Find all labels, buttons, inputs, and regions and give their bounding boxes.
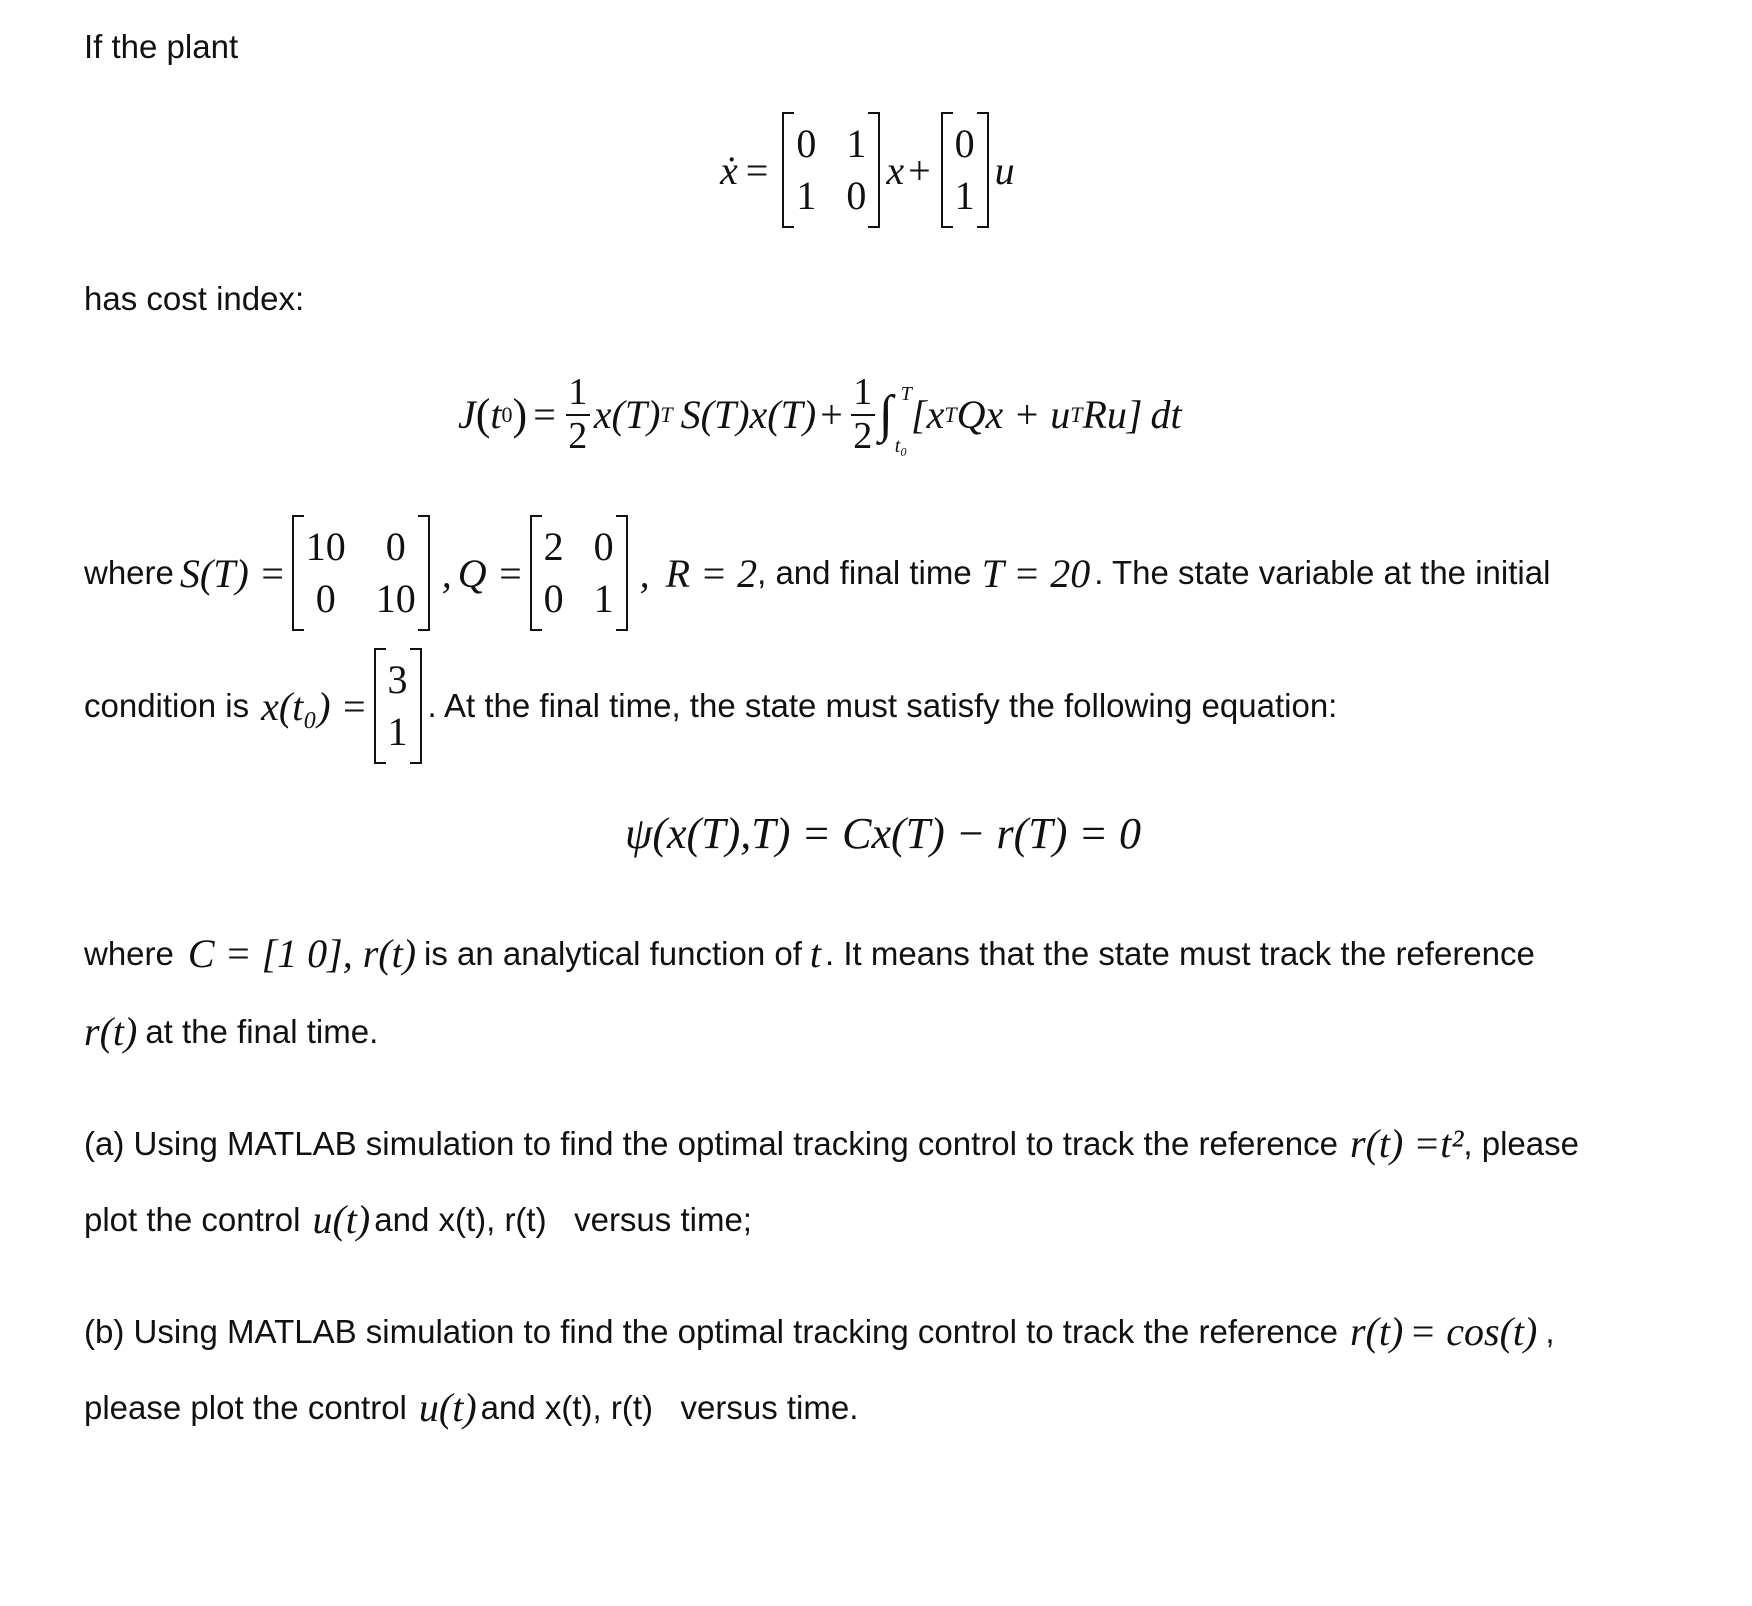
reference-t-squared: =t² bbox=[1413, 1121, 1464, 1166]
fraction-numerator: 1 bbox=[568, 371, 588, 413]
R-value: R = 2 bbox=[665, 550, 758, 596]
x-t0-label: x(t₀) = bbox=[261, 683, 368, 729]
integral-lower: t₀ bbox=[894, 435, 908, 458]
matrix-Q-entry: 1 bbox=[593, 576, 614, 621]
where-word: where bbox=[84, 934, 174, 972]
input-u: u bbox=[994, 147, 1015, 193]
and-final-text: , and final time bbox=[757, 554, 972, 591]
integrand-part: Ru] bbox=[1082, 392, 1143, 438]
state-x: x bbox=[886, 147, 905, 193]
r-of-t: r(t) bbox=[1349, 1309, 1404, 1354]
track-text: . It means that the state must track the reference bbox=[825, 934, 1535, 972]
cost-t-sub: 0 bbox=[501, 401, 513, 427]
matrix-Q-entry: 2 bbox=[543, 524, 564, 569]
part-b-line-2 bbox=[84, 1384, 858, 1431]
final-time-text: at the final time. bbox=[145, 1012, 379, 1050]
matrix-A-entry: 0 bbox=[796, 121, 817, 166]
integrand-part: [x bbox=[911, 392, 945, 438]
transpose-mark: T bbox=[944, 401, 957, 427]
versus-time-text: and x(t), r(t) versus time. bbox=[480, 1388, 859, 1426]
condition-lead: condition is bbox=[84, 687, 250, 724]
integral-upper: T bbox=[900, 383, 912, 406]
x-dot: ẋ bbox=[720, 147, 738, 193]
part-a-line-1 bbox=[84, 1120, 1579, 1167]
fraction-denominator: 2 bbox=[568, 414, 588, 457]
plot-control-text: plot the control bbox=[84, 1200, 301, 1238]
S-label: S(T) = bbox=[179, 550, 286, 596]
matrix-A-entry: 1 bbox=[796, 173, 817, 218]
cost-term-x: x(T) bbox=[593, 392, 661, 438]
T-value: T = 20 bbox=[981, 550, 1091, 596]
matrix-x0-entry: 1 bbox=[387, 709, 408, 754]
transpose-mark: T bbox=[1070, 401, 1083, 427]
plot-control-text: please plot the control bbox=[84, 1388, 407, 1426]
where-word: where bbox=[84, 554, 174, 591]
part-b-question: (b) Using MATLAB simulation to find the optimal tracking control to track the reference bbox=[84, 1312, 1338, 1350]
matrix-B bbox=[941, 112, 989, 228]
part-b-line-1 bbox=[84, 1308, 1555, 1355]
matrix-Q bbox=[530, 515, 628, 631]
cost-equation: J ( t 0 ) = $\frac{1}{2}$ x(T) T S(T)x(T) + $\frac{1}{2}$ ∫ T t₀ [x T Qx + u T Ru] dt bbox=[458, 371, 1182, 458]
part-a-question: (a) Using MATLAB simulation to find the optimal tracking control to track the reference bbox=[84, 1124, 1338, 1162]
psi-equation: ψ(x(T),T) = Cx(T) − r(T) = 0 bbox=[625, 809, 1142, 858]
state-variable-text: . The state variable at the initial bbox=[1094, 554, 1551, 591]
versus-time-text: and x(t), r(t) versus time; bbox=[374, 1200, 752, 1238]
condition-rest: . At the final time, the state must satisfy the following equation: bbox=[427, 687, 1338, 724]
please-text: , please bbox=[1463, 1124, 1579, 1162]
matrix-x0 bbox=[374, 648, 422, 764]
integral-sign bbox=[878, 383, 912, 458]
matrix-S-entry: 10 bbox=[375, 576, 416, 621]
reference-cos: = cos(t) bbox=[1409, 1309, 1538, 1354]
integrand-part: Qx + u bbox=[956, 392, 1071, 438]
part-a-line-2 bbox=[84, 1196, 752, 1243]
r-of-t: r(t) bbox=[84, 1009, 138, 1054]
matrix-x0-entry: 3 bbox=[387, 657, 408, 702]
plus-sign: + bbox=[908, 147, 931, 193]
cost-t: t bbox=[490, 392, 502, 438]
cost-term-Sx: S(T)x(T) bbox=[680, 392, 817, 438]
where-line-1: where S(T) = 10 0 0 10 , Q = 2 0 0 1 , R = 2 , and final time T = 20 . The state variable at the initial bbox=[84, 515, 1550, 631]
fraction-half-2 bbox=[851, 372, 875, 458]
analytical-text: is an analytical function of bbox=[424, 934, 802, 972]
fraction-numerator: 1 bbox=[853, 371, 873, 413]
cost-plus: + bbox=[820, 392, 843, 438]
plant-equation bbox=[720, 112, 1015, 228]
intro-text: If the plant bbox=[84, 28, 239, 65]
matrix-A bbox=[782, 112, 880, 228]
matrix-Q-entry: 0 bbox=[593, 524, 614, 569]
t-variable: t bbox=[809, 931, 822, 976]
rt-final-line bbox=[84, 1008, 378, 1055]
integrand-dt: dt bbox=[1150, 392, 1182, 438]
matrix-Q-entry: 0 bbox=[543, 576, 564, 621]
matrix-S-entry: 10 bbox=[305, 524, 346, 569]
comma: , bbox=[1545, 1312, 1555, 1350]
matrix-S-entry: 0 bbox=[385, 524, 406, 569]
Q-label: Q = bbox=[457, 550, 524, 596]
u-of-t: u(t) bbox=[312, 1197, 371, 1242]
matrix-A-entry: 0 bbox=[846, 173, 867, 218]
u-of-t: u(t) bbox=[418, 1385, 477, 1430]
condition-line bbox=[84, 648, 1337, 764]
integral-symbol: ∫ bbox=[878, 386, 893, 444]
r-of-t: r(t) bbox=[1349, 1121, 1404, 1166]
cost-term-transpose: T bbox=[660, 401, 673, 427]
fraction-denominator: 2 bbox=[853, 414, 873, 457]
C-definition: C = [1 0], r(t) bbox=[187, 931, 417, 976]
matrix-S-entry: 0 bbox=[315, 576, 336, 621]
cost-intro-text: has cost index: bbox=[84, 280, 305, 317]
equals-sign: = bbox=[745, 147, 769, 193]
where-line-2 bbox=[84, 930, 1535, 977]
matrix-A-entry: 1 bbox=[846, 121, 867, 166]
matrix-B-entry: 0 bbox=[954, 121, 975, 166]
fraction-half bbox=[566, 372, 590, 458]
cost-J: J bbox=[458, 392, 476, 438]
matrix-B-entry: 1 bbox=[954, 173, 975, 218]
matrix-S bbox=[292, 515, 430, 631]
